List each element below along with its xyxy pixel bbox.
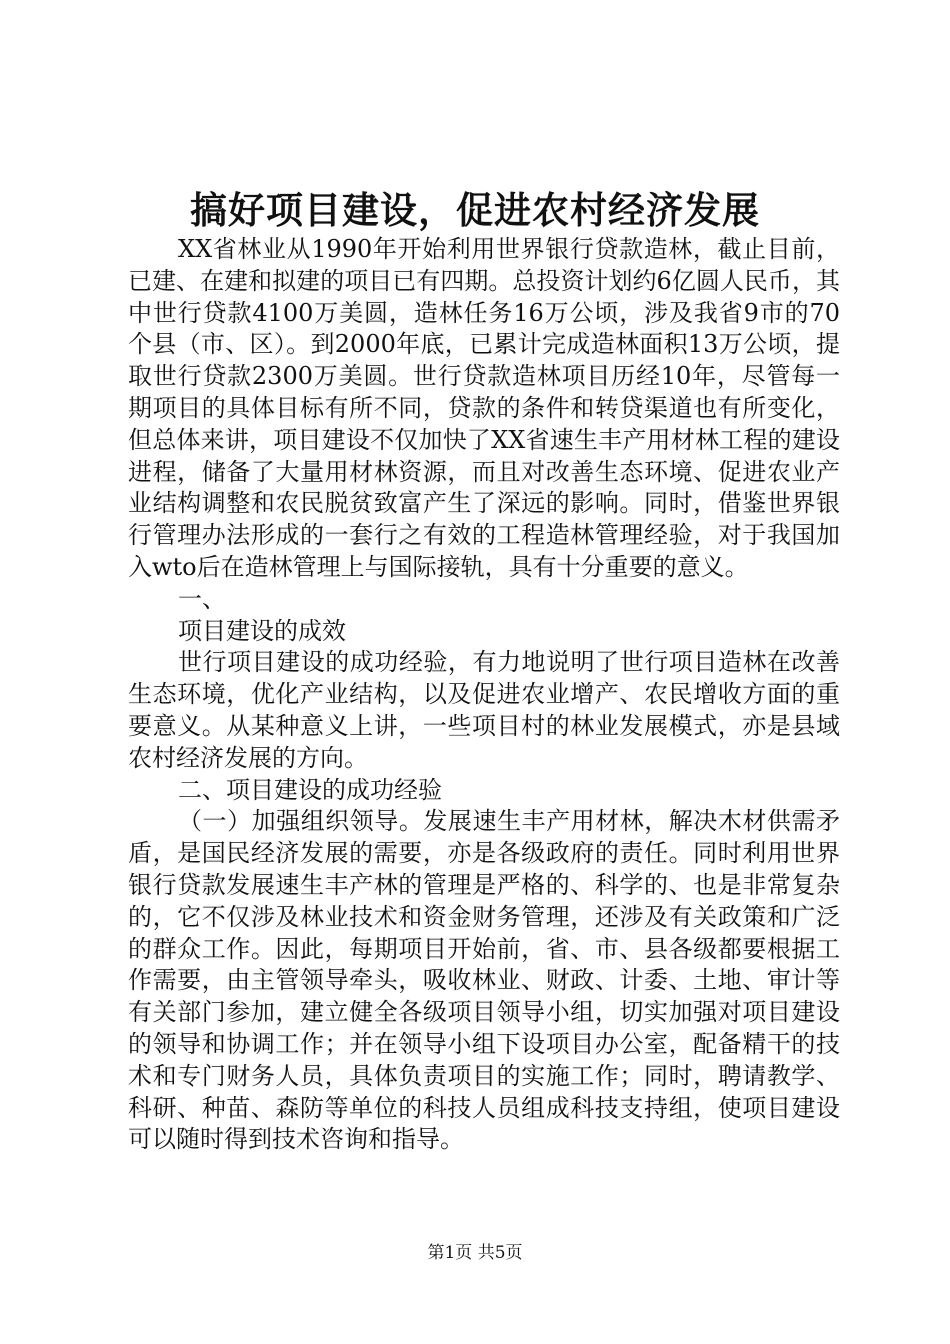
- document-body: [128, 234, 840, 1156]
- paragraph-intro: XX省林业从1990年开始利用世界银行贷款造林，截止目前，已建、在建和拟建的项目已有四期。总投资计划约6亿圆人民币，其中世行贷款4100万美圆，造林任务16万公顷，涉及我省9市的70个县（市、区）。到2000年底，已累计完成造林面积13万公顷，提取世行贷款2300万美圆。世行贷款造林项目历经10年，尽管每一期项目的具体目标有所不同，贷款的条件和转贷渠道也有所变化，但总体来讲，项目建设不仅加快了XX省速生丰产用材林工程的建设进程，储备了大量用材林资源，而且对改善生态环境、促进农业产业结构调整和农民脱贫致富产生了深远的影响。同时，借鉴世界银行管理办法形成的一套行之有效的工程造林管理经验，对于我国加入wto后在造林管理上与国际接轨，具有十分重要的意义。: [128, 235, 840, 581]
- section-heading-results: 项目建设的成效: [178, 616, 346, 645]
- page-number-footer: 第1页 共5页: [427, 1243, 523, 1263]
- section-heading-experience: 二、项目建设的成功经验: [178, 775, 442, 804]
- document-title: 搞好项目建设，促进农村经济发展: [190, 188, 760, 232]
- paragraph-results: 世行项目建设的成功经验，有力地说明了世行项目造林在改善生态环境，优化产业结构，以及促进农业增产、农民增收方面的重要意义。从某种意义上讲，一些项目村的林业发展模式，亦是县域农村经济发展的方向。: [128, 648, 840, 772]
- paragraph-organization: （一）加强组织领导。发展速生丰产用材林，解决木材供需矛盾，是国民经济发展的需要，亦是各级政府的责任。同时利用世界银行贷款发展速生丰产林的管理是严格的、科学的、也是非常复杂的，它不仅涉及林业技术和资金财务管理，还涉及有关政策和广泛的群众工作。因此，每期项目开始前，省、市、县各级都要根据工作需要，由主管领导牵头，吸收林业、财政、计委、土地、审计等有关部门参加，建立健全各级项目领导小组，切实加强对项目建设的领导和协调工作；并在领导小组下设项目办公室，配备精干的技术和专门财务人员，具体负责项目的实施工作；同时，聘请教学、科研、种苗、森防等单位的科技人员组成科技支持组，使项目建设可以随时得到技术咨询和指导。: [128, 807, 840, 1154]
- section-number-one: 一、: [178, 584, 226, 613]
